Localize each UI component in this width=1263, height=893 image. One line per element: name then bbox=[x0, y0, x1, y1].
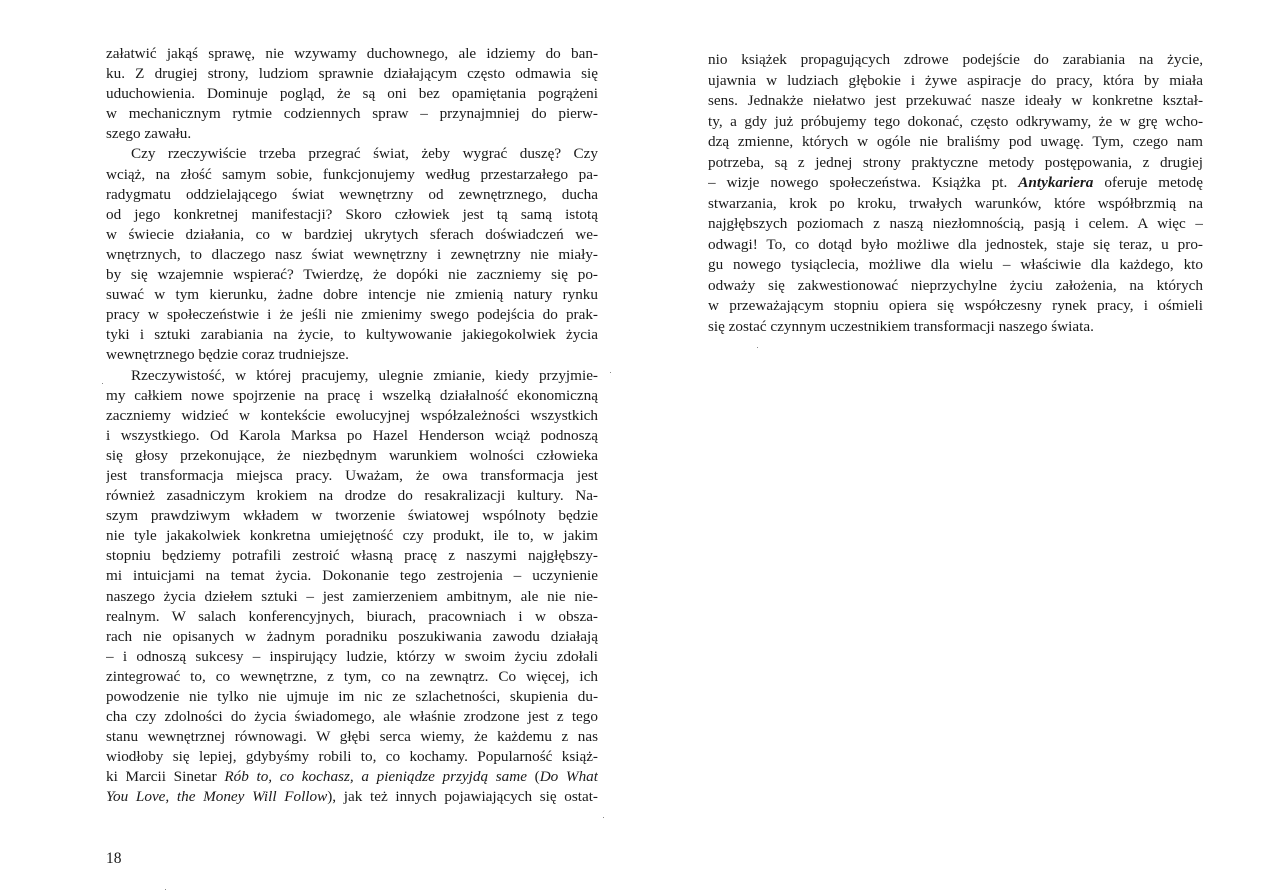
left-page-line bbox=[106, 124, 598, 144]
text-run: radygmatu oddzielającego świat wewnętrzny od zewnętrznego, ducha bbox=[106, 185, 598, 203]
text-run: stanu wewnętrznej równowagi. W głębi serca wiemy, że każdemu z nas bbox=[106, 728, 598, 746]
text-run: odważy się zakwestionować nieprzychylne życiu założenia, na których bbox=[708, 276, 1203, 294]
text-run: zintegrować to, co wewnętrzne, z tym, co na zewnątrz. Co więcej, ich bbox=[106, 667, 598, 685]
italic-title: Rób to, co kochasz, a pieniądze przyjdą same bbox=[224, 768, 527, 786]
text-run: cha czy zdolności do życia świadomego, ale właśnie zrodzone jest z tego bbox=[106, 708, 598, 726]
left-page-line bbox=[106, 44, 598, 64]
text-run: ty, a gdy już próbujemy tego dokonać, często odkrywamy, że w grę wcho- bbox=[708, 112, 1203, 130]
left-page-line bbox=[106, 144, 598, 164]
right-page-line bbox=[708, 153, 1203, 174]
text-run: od jego konkretnej manifestacji? Skoro człowiek jest tą samą istotą bbox=[106, 205, 598, 223]
left-page-line bbox=[106, 767, 598, 787]
text-run: nie tyle jakakolwiek konkretna umiejętność czy produkt, ile to, w jakim bbox=[106, 527, 598, 545]
text-run: sens. Jednakże niełatwo jest przekuwać nasze ideały w konkretne kształ- bbox=[708, 92, 1203, 109]
text-run: gu nowego tysiąclecia, możliwe dla wielu – właściwie dla każdego, kto bbox=[708, 256, 1203, 273]
text-run: szym prawdziwym wkładem w tworzenie światowej wspólnoty będzie bbox=[106, 507, 598, 525]
left-page-line bbox=[106, 345, 598, 365]
right-page-line bbox=[708, 173, 1203, 194]
left-page-line bbox=[106, 426, 598, 446]
left-page-line bbox=[106, 627, 598, 647]
text-run: wewnętrznego będzie coraz trudniejsze. bbox=[106, 346, 349, 364]
left-page-line bbox=[106, 446, 598, 466]
right-page-line bbox=[708, 132, 1203, 153]
text-run: jest transformacja miejsca pracy. Uważam, że owa transformacja jest bbox=[106, 466, 598, 484]
text-run: Czy rzeczywiście trzeba przegrać świat, żeby wygrać duszę? Czy bbox=[131, 145, 598, 163]
text-run: wnętrznych, to dlaczego nasz świat wewnętrzny i zewnętrzny nie miały- bbox=[106, 245, 598, 263]
text-run: – wizje nowego społeczeństwa. Książka pt. bbox=[708, 174, 1019, 191]
left-page-line bbox=[106, 406, 598, 426]
left-page-line bbox=[106, 245, 598, 265]
text-run: by się wzajemnie wspierać? Twierdzę, że dopóki nie zaczniemy się po- bbox=[106, 266, 598, 284]
text-run: odwagi! To, co dotąd było możliwe dla jednostek, staje się teraz, u pro- bbox=[708, 235, 1203, 253]
right-page-text bbox=[708, 50, 1203, 337]
left-page-line bbox=[106, 366, 598, 386]
left-page-line bbox=[106, 587, 598, 607]
left-page-line bbox=[106, 607, 598, 627]
text-run: ki Marcii Sinetar bbox=[106, 768, 225, 786]
text-run: naszego życia dziełem sztuki – jest zamierzeniem ambitnym, ale nie nie- bbox=[106, 587, 598, 605]
text-run: zaczniemy widzieć w kontekście ewolucyjnej współzależności wszystkich bbox=[106, 406, 598, 424]
left-page-line bbox=[106, 727, 598, 747]
text-run: oferuje metodę bbox=[1093, 174, 1203, 191]
page-number: 18 bbox=[106, 850, 122, 867]
right-page-line bbox=[708, 112, 1203, 133]
right-page-line bbox=[708, 214, 1203, 235]
text-run: się głosy przekonujące, że niezbędnym warunkiem wolności człowieka bbox=[106, 446, 598, 464]
text-run: załatwić jakąś sprawę, nie wzywamy duchownego, ale idziemy do ban- bbox=[106, 45, 598, 62]
text-run: stwarzania, krok po kroku, trwałych warunków, które współbrzmią na bbox=[708, 194, 1203, 212]
text-run: potrzeba, są z jednej strony praktyczne metody postępowania, z drugiej bbox=[708, 153, 1203, 171]
left-page-line bbox=[106, 687, 598, 707]
text-run: się zostać czynnym uczestnikiem transformacji naszego świata. bbox=[708, 317, 1094, 335]
left-page-line bbox=[106, 64, 598, 84]
text-run: uduchowienia. Dominuje pogląd, że są oni bez opamiętania pogrążeni bbox=[106, 85, 598, 103]
scan-speck bbox=[757, 347, 758, 348]
text-run: stopniu będziemy potrafili zestroić własną pracę z naszymi najgłębszy- bbox=[106, 547, 598, 565]
left-page-line bbox=[106, 386, 598, 406]
left-page-line bbox=[106, 506, 598, 526]
text-run: ujawnia w ludziach głębokie i żywe aspiracje do pracy, która by miała bbox=[708, 71, 1203, 89]
left-page-line bbox=[106, 84, 598, 104]
left-page-line bbox=[106, 104, 598, 124]
right-page-line bbox=[708, 71, 1203, 92]
text-run: pracy w społeczeństwie i że jeśli nie zmienimy swego podejścia do prak- bbox=[106, 306, 598, 324]
left-page-line bbox=[106, 165, 598, 185]
text-run: w mechanicznym rytmie codziennych spraw – przynajmniej do pierw- bbox=[106, 105, 598, 123]
text-run: – i odnoszą sukcesy – inspirujący ludzie, którzy w swoim życiu zdołali bbox=[106, 647, 598, 665]
right-page-line bbox=[708, 296, 1203, 317]
right-page-line bbox=[708, 91, 1203, 112]
right-page-line bbox=[708, 255, 1203, 276]
text-run: ( bbox=[526, 768, 540, 786]
text-run: tyki i sztuki zarabiania na życie, to kultywowanie jakiegokolwiek życia bbox=[106, 326, 598, 344]
left-page-line bbox=[106, 667, 598, 687]
left-page-line bbox=[106, 747, 598, 767]
right-page-line bbox=[708, 317, 1203, 338]
left-page-line bbox=[106, 205, 598, 225]
italic-title: You Love, the Money Will Follow bbox=[106, 788, 328, 806]
book-title: Antykariera bbox=[1018, 174, 1094, 191]
left-page-line bbox=[106, 486, 598, 506]
text-run: Rzeczywistość, w której pracujemy, ulegnie zmianie, kiedy przyjmie- bbox=[131, 366, 598, 384]
text-run: wciąż, na złość samym sobie, funkcjonujemy według przestarzałego pa- bbox=[106, 165, 598, 183]
scan-speck bbox=[165, 889, 166, 890]
text-run: dzą zmienne, których w ogóle nie braliśmy pod uwagę. Tym, czego nam bbox=[708, 133, 1203, 150]
left-page-line bbox=[106, 787, 598, 807]
text-run: rach nie opisanych w żadnym poradniku poszukiwania zawodu działają bbox=[106, 627, 598, 645]
text-run: nio książek propagujących zdrowe podejście do zarabiania na życie, bbox=[708, 51, 1203, 68]
text-run: mi intuicjami na temat życia. Dokonanie tego zestrojenia – uczynienie bbox=[106, 567, 598, 585]
text-run: wiodłoby się lepiej, gdybyśmy robili to, co kochamy. Popularność książ- bbox=[106, 748, 598, 766]
text-run: szego zawału. bbox=[106, 125, 192, 143]
text-run: i wszystkiego. Od Karola Marksa po Hazel Henderson wciąż podnoszą bbox=[106, 426, 598, 444]
left-page-line bbox=[106, 305, 598, 325]
text-run: powodzenie nie tylko nie ujmuje im nic ze szlachetności, skupienia du- bbox=[106, 688, 598, 705]
left-page-line bbox=[106, 546, 598, 566]
scan-speck bbox=[610, 372, 611, 373]
text-run: najgłębszych poziomach z naszą niezłomnością, pasją i celem. A więc – bbox=[708, 215, 1203, 232]
left-page-line bbox=[106, 566, 598, 586]
text-run: w świecie działania, co w bardziej ukrytych sferach doświadczeń we- bbox=[106, 225, 598, 243]
left-page-line bbox=[106, 526, 598, 546]
left-page-line bbox=[106, 325, 598, 345]
left-page-line bbox=[106, 285, 598, 305]
right-page-line bbox=[708, 194, 1203, 215]
text-run: my całkiem nowe spojrzenie na pracę i wszelką działalność ekonomiczną bbox=[106, 386, 598, 404]
scan-speck bbox=[102, 383, 103, 384]
text-run: również zasadniczym krokiem na drodze do resakralizacji kultury. Na- bbox=[106, 487, 598, 505]
left-page-line bbox=[106, 265, 598, 285]
text-run: suwać w tym kierunku, żadne dobre intencje nie zmienią natury rynku bbox=[106, 286, 598, 304]
left-page-text bbox=[106, 44, 598, 808]
text-run: realnym. W salach konferencyjnych, biurach, pracowniach i w obsza- bbox=[106, 607, 598, 625]
scan-speck bbox=[603, 817, 604, 818]
text-run: w przeważającym stopniu opiera się współczesny rynek pracy, i ośmieli bbox=[708, 297, 1203, 314]
left-page-line bbox=[106, 707, 598, 727]
italic-title: Do What bbox=[539, 768, 598, 786]
left-page-line bbox=[106, 185, 598, 205]
left-page-line bbox=[106, 647, 598, 667]
text-run: ku. Z drugiej strony, ludziom sprawnie działającym często odmawia się bbox=[106, 65, 598, 83]
right-page-line bbox=[708, 276, 1203, 297]
left-page-line bbox=[106, 225, 598, 245]
right-page-line bbox=[708, 235, 1203, 256]
right-page-line bbox=[708, 50, 1203, 71]
left-page-line bbox=[106, 466, 598, 486]
text-run: ), jak też innych pojawiających się ostat- bbox=[327, 788, 598, 806]
